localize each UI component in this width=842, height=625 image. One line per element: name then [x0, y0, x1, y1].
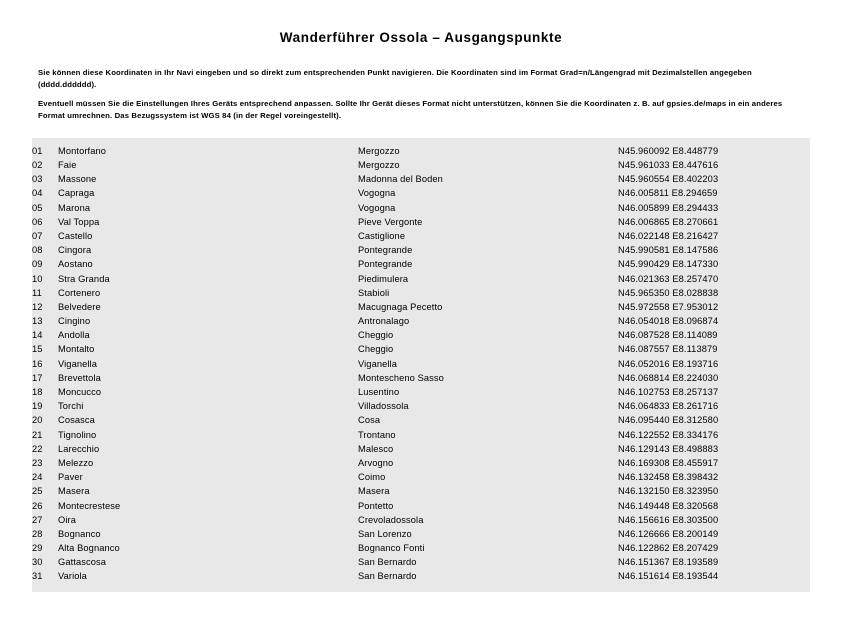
- row-coordinates: N46.122552 E8.334176: [618, 429, 719, 440]
- row-number: 13: [32, 316, 43, 327]
- table-row: [32, 243, 810, 257]
- row-number: 14: [32, 330, 43, 341]
- table-row: [32, 555, 810, 569]
- row-start-point: San Bernardo: [358, 571, 417, 582]
- row-start-point: Arvogno: [358, 457, 394, 468]
- row-place-name: Cingora: [58, 245, 92, 256]
- row-number: 08: [32, 245, 43, 256]
- table-row: [32, 442, 810, 456]
- row-place-name: Bognanco: [58, 528, 101, 539]
- table-row: [32, 328, 810, 342]
- row-number: 27: [32, 514, 43, 525]
- row-place-name: Moncucco: [58, 387, 102, 398]
- places-table: [32, 144, 810, 584]
- row-place-name: Val Toppa: [58, 216, 100, 227]
- row-coordinates: N45.961033 E8.447616: [618, 160, 719, 171]
- table-row: [32, 428, 810, 442]
- row-place-name: Belvedere: [58, 301, 101, 312]
- row-start-point: Piedimulera: [358, 273, 409, 284]
- table-row: [32, 300, 810, 314]
- row-coordinates: N46.156616 E8.303500: [618, 514, 719, 525]
- row-number: 24: [32, 472, 43, 483]
- row-start-point: Masera: [358, 486, 390, 497]
- row-coordinates: N46.006865 E8.270661: [618, 216, 719, 227]
- table-row: [32, 513, 810, 527]
- row-number: 03: [32, 174, 43, 185]
- table-row: [32, 314, 810, 328]
- table-row: [32, 257, 810, 271]
- row-place-name: Cosasca: [58, 415, 95, 426]
- row-number: 30: [32, 557, 43, 568]
- row-place-name: Alta Bognanco: [58, 543, 120, 554]
- row-start-point: Castiglione: [358, 230, 406, 241]
- row-start-point: Bognanco Fonti: [358, 543, 425, 554]
- row-start-point: Pieve Vergonte: [358, 216, 423, 227]
- table-row: [32, 456, 810, 470]
- row-coordinates: N46.052016 E8.193716: [618, 358, 719, 369]
- row-coordinates: N45.990429 E8.147330: [618, 259, 719, 270]
- row-coordinates: N46.169308 E8.455917: [618, 457, 719, 468]
- row-number: 07: [32, 230, 43, 241]
- row-number: 23: [32, 457, 43, 468]
- table-row: [32, 498, 810, 512]
- table-row: [32, 186, 810, 200]
- row-place-name: Torchi: [58, 401, 84, 412]
- row-place-name: Larecchio: [58, 443, 100, 454]
- row-coordinates: N46.095440 E8.312580: [618, 415, 719, 426]
- table-row: [32, 527, 810, 541]
- table-row: [32, 229, 810, 243]
- row-coordinates: N46.151367 E8.193589: [618, 557, 719, 568]
- row-start-point: Viganella: [358, 358, 397, 369]
- row-number: 15: [32, 344, 43, 355]
- row-place-name: Montecrestese: [58, 500, 121, 511]
- row-number: 20: [32, 415, 43, 426]
- table-row: [32, 470, 810, 484]
- row-place-name: Gattascosa: [58, 557, 107, 568]
- row-place-name: Masera: [58, 486, 90, 497]
- row-coordinates: N45.990581 E8.147586: [618, 245, 719, 256]
- intro-paragraph-2: Eventuell müssen Sie die Einstellungen Ihres Geräts entsprechend anpassen. Sollte Ihr Gerät dieses Format nicht unterstützen, können Sie die Koordinaten z. B. auf gpsies.de/maps in ein anderes Format umrechnen. Das Bezugssystem ist WGS 84 (in der Regel voreingestellt).: [38, 98, 783, 120]
- row-start-point: Cheggio: [358, 344, 394, 355]
- table-row: [32, 357, 810, 371]
- row-start-point: Mergozzo: [358, 160, 400, 171]
- intro-text: [38, 67, 804, 122]
- row-coordinates: N46.005811 E8.294659: [618, 188, 718, 199]
- row-start-point: Pontegrande: [358, 259, 413, 270]
- table-row: [32, 271, 810, 285]
- row-place-name: Stra Granda: [58, 273, 110, 284]
- table-row: [32, 541, 810, 555]
- row-place-name: Oira: [58, 514, 76, 525]
- row-place-name: Melezzo: [58, 457, 94, 468]
- row-place-name: Aostano: [58, 259, 93, 270]
- row-start-point: Lusentino: [358, 387, 400, 398]
- row-place-name: Cingino: [58, 316, 91, 327]
- row-start-point: Madonna del Boden: [358, 174, 443, 185]
- row-number: 22: [32, 443, 43, 454]
- table-row: [32, 201, 810, 215]
- row-number: 17: [32, 372, 43, 383]
- row-coordinates: N46.021363 E8.257470: [618, 273, 719, 284]
- row-coordinates: N46.005899 E8.294433: [618, 202, 719, 213]
- row-coordinates: N46.102753 E8.257137: [618, 387, 719, 398]
- row-coordinates: N46.064833 E8.261716: [618, 401, 719, 412]
- row-coordinates: N46.151614 E8.193544: [618, 571, 719, 582]
- row-start-point: Pontegrande: [358, 245, 413, 256]
- row-place-name: Castello: [58, 230, 93, 241]
- row-place-name: Paver: [58, 472, 83, 483]
- table-row: [32, 144, 810, 158]
- row-start-point: Cosa: [358, 415, 381, 426]
- row-start-point: Villadossola: [358, 401, 409, 412]
- row-coordinates: N46.087557 E8.113879: [618, 344, 718, 355]
- row-number: 06: [32, 216, 43, 227]
- table-row: [32, 399, 810, 413]
- row-place-name: Marona: [58, 202, 91, 213]
- table-row: [32, 158, 810, 172]
- table-row: [32, 371, 810, 385]
- places-table-container: [32, 138, 810, 592]
- row-coordinates: N46.122862 E8.207429: [618, 543, 719, 554]
- row-place-name: Faie: [58, 160, 77, 171]
- row-start-point: Malesco: [358, 443, 394, 454]
- row-place-name: Variola: [58, 571, 87, 582]
- row-coordinates: N46.132458 E8.398432: [618, 472, 719, 483]
- document-page: [0, 30, 842, 625]
- row-number: 04: [32, 188, 43, 199]
- row-coordinates: N46.149448 E8.320568: [618, 500, 719, 511]
- row-number: 28: [32, 528, 43, 539]
- table-row: [32, 172, 810, 186]
- row-number: 02: [32, 160, 43, 171]
- row-place-name: Andolla: [58, 330, 90, 341]
- row-place-name: Brevettola: [58, 372, 101, 383]
- row-coordinates: N45.960092 E8.448779: [618, 145, 719, 156]
- row-coordinates: N45.960554 E8.402203: [618, 174, 719, 185]
- row-number: 29: [32, 543, 43, 554]
- row-place-name: Tignolino: [58, 429, 97, 440]
- row-number: 18: [32, 387, 43, 398]
- row-start-point: Macugnaga Pecetto: [358, 301, 443, 312]
- row-number: 05: [32, 202, 43, 213]
- page-title: Wanderführer Ossola – Ausgangspunkte: [279, 30, 563, 45]
- row-place-name: Montorfano: [58, 145, 107, 156]
- row-number: 25: [32, 486, 43, 497]
- row-number: 09: [32, 259, 43, 270]
- row-start-point: Mergozzo: [358, 145, 400, 156]
- row-start-point: San Lorenzo: [358, 528, 412, 539]
- row-start-point: Pontetto: [358, 500, 394, 511]
- row-number: 16: [32, 358, 43, 369]
- row-start-point: Vogogna: [358, 188, 396, 199]
- row-coordinates: N46.022148 E8.216427: [618, 230, 719, 241]
- row-number: 10: [32, 273, 43, 284]
- row-number: 21: [32, 429, 43, 440]
- row-coordinates: N45.965350 E8.028838: [618, 287, 719, 298]
- row-place-name: Viganella: [58, 358, 97, 369]
- row-place-name: Montalto: [58, 344, 95, 355]
- row-start-point: Antronalago: [358, 316, 410, 327]
- row-number: 26: [32, 500, 43, 511]
- table-row: [32, 385, 810, 399]
- row-coordinates: N46.132150 E8.323950: [618, 486, 719, 497]
- intro-paragraph-1: Sie können diese Koordinaten in Ihr Navi eingeben und so direkt zum entsprechenden Punkt navigieren. Die Koordinaten sind im Format Grad=n/Längengrad mit Dezimalstellen angegeben (dddd.dddddd).: [38, 68, 752, 89]
- row-coordinates: N46.087528 E8.114089: [618, 330, 718, 341]
- row-coordinates: N46.129143 E8.498883: [618, 443, 719, 454]
- row-coordinates: N46.068814 E8.224030: [618, 372, 719, 383]
- row-start-point: Crevoladossola: [358, 514, 424, 525]
- table-row: [32, 569, 810, 583]
- row-start-point: Vogogna: [358, 202, 396, 213]
- row-place-name: Massone: [58, 174, 97, 185]
- row-start-point: San Bernardo: [358, 557, 417, 568]
- row-start-point: Coimo: [358, 472, 386, 483]
- row-coordinates: N46.054018 E8.096874: [618, 316, 719, 327]
- row-start-point: Trontano: [358, 429, 396, 440]
- row-number: 01: [32, 145, 43, 156]
- row-place-name: Capraga: [58, 188, 95, 199]
- row-number: 19: [32, 401, 43, 412]
- row-start-point: Cheggio: [358, 330, 394, 341]
- table-row: [32, 484, 810, 498]
- row-start-point: Stabioli: [358, 287, 390, 298]
- table-row: [32, 215, 810, 229]
- row-start-point: Montescheno Sasso: [358, 372, 444, 383]
- table-row: [32, 286, 810, 300]
- row-place-name: Cortenero: [58, 287, 101, 298]
- row-number: 11: [32, 287, 42, 298]
- row-coordinates: N45.972558 E7.953012: [618, 301, 719, 312]
- row-number: 31: [32, 571, 43, 582]
- row-number: 12: [32, 301, 43, 312]
- table-row: [32, 413, 810, 427]
- row-coordinates: N46.126666 E8.200149: [618, 528, 719, 539]
- table-row: [32, 342, 810, 356]
